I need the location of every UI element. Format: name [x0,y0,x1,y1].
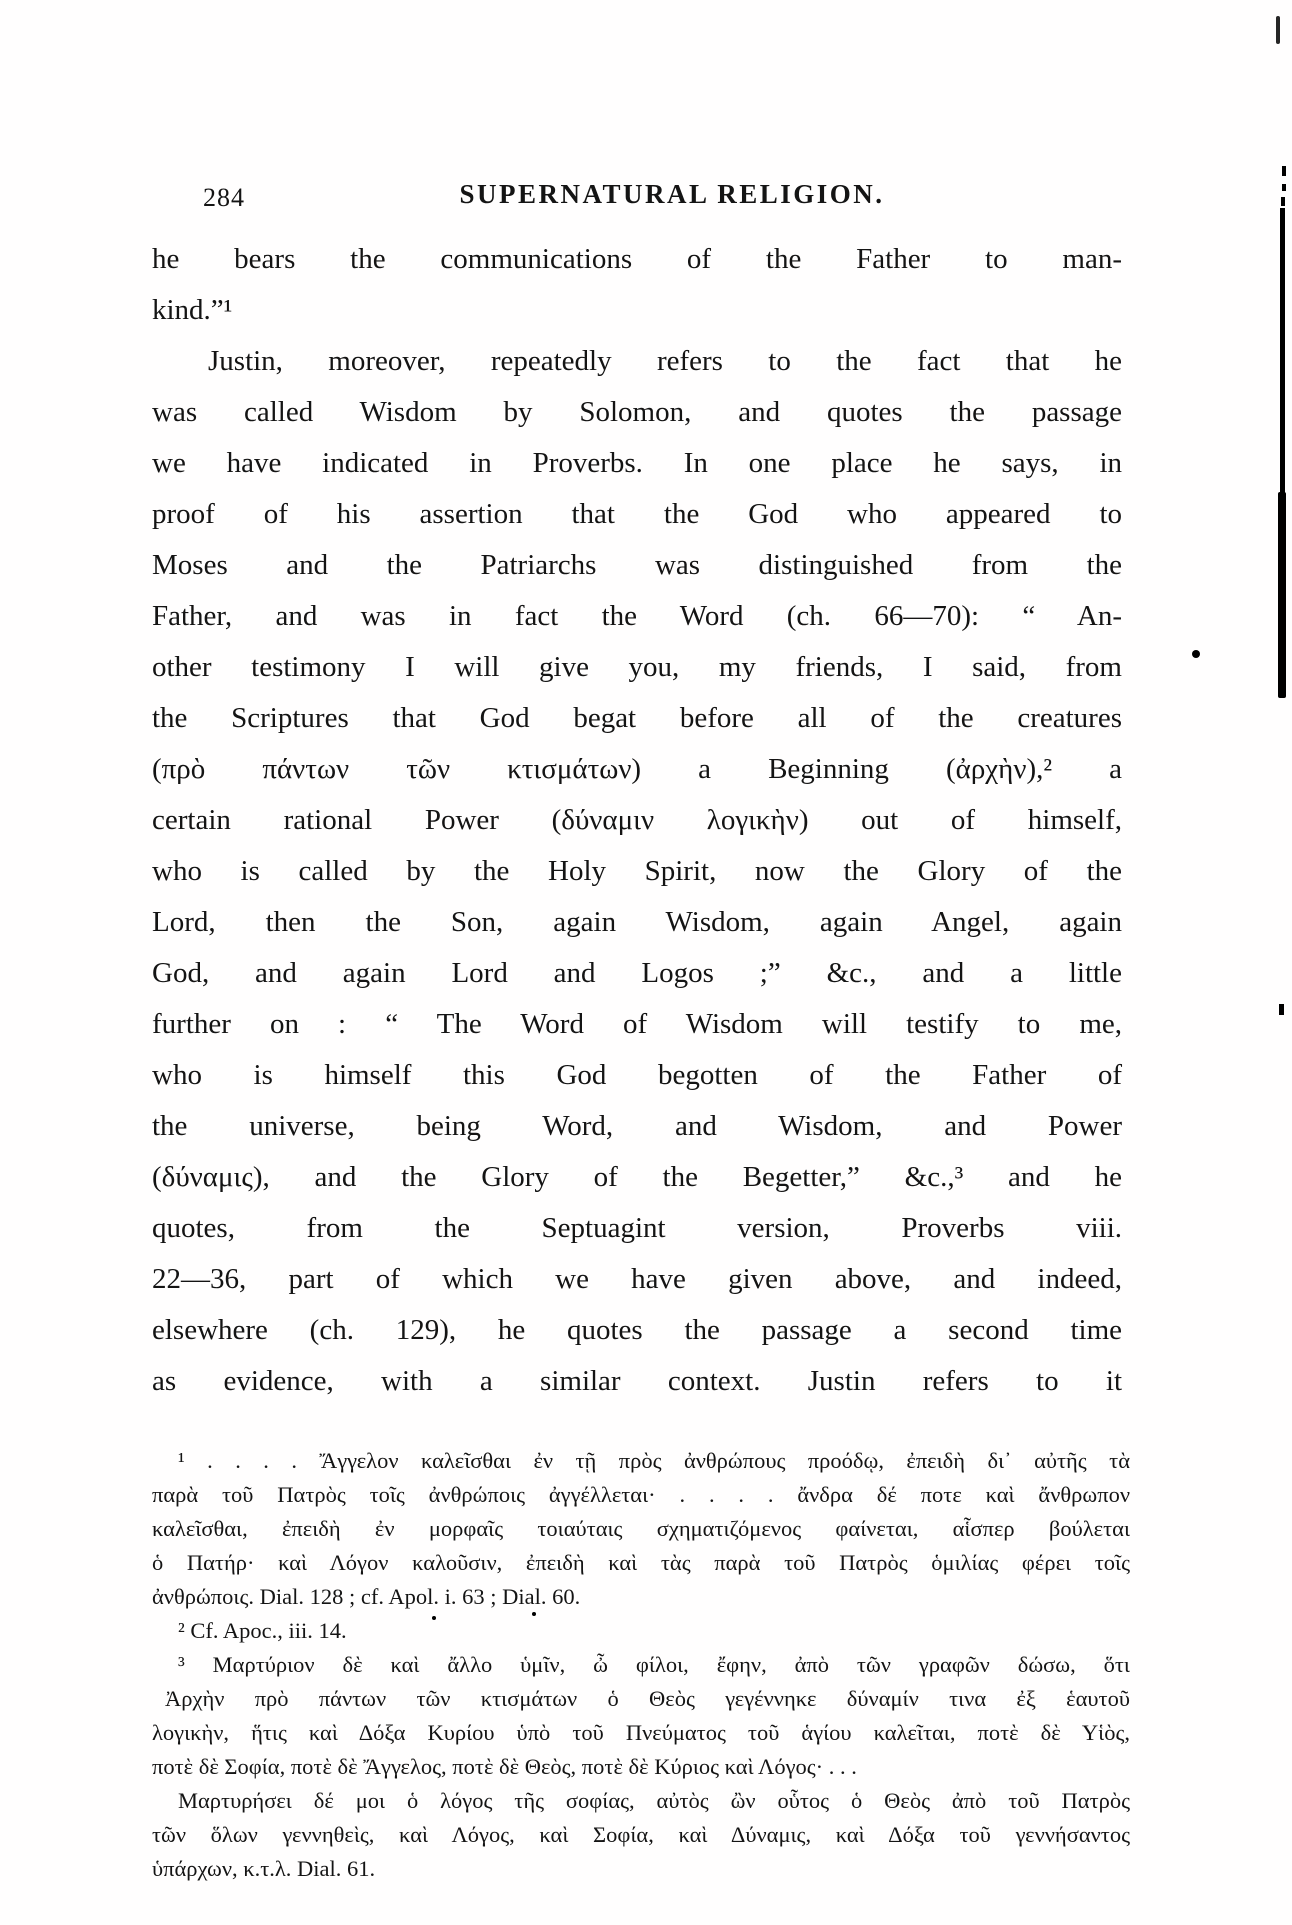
body-line: quotes, from the Septuagint version, Proverbs viii. [152,1212,1122,1244]
footnote-line: Μαρτυρήσει δέ μοι ὁ λόγος τῆς σοφίας, αὐτὸς ὢν οὗτος ὁ Θεὸς ἀπὸ τοῦ Πατρὸς [178,1788,1130,1813]
footnote-line: καλεῖσθαι, ἐπειδὴ ἐν μορφαῖς τοιαύταις σχηματιζόμενος φαίνεται, αἷσπερ βούλεται [152,1516,1130,1541]
body-line: (δύναμις), and the Glory of the Begetter,” &c.,³ and he [152,1161,1122,1193]
footnote-line: ὁ Πατήρ· καὶ Λόγον καλοῦσιν, ἐπειδὴ καὶ τὰς παρὰ τοῦ Πατρὸς ὁμιλίας φέρει τοῖς [152,1550,1130,1575]
scan-artifact-top-tick [1276,16,1280,44]
footnote-line: ² Cf. Apoc., iii. 14. [178,1618,347,1643]
scan-artifact-speck [532,1612,536,1616]
footnote-line: ἀνθρώποις. Dial. 128 ; cf. Apol. i. 63 ; Dial. 60. [152,1584,581,1609]
body-line: the Scriptures that God begat before all of the creatures [152,702,1122,734]
footnote-line: παρὰ τοῦ Πατρὸς τοῖς ἀνθρώποις ἀγγέλλεται· . . . . ἄνδρα δέ ποτε καὶ ἄνθρωπον [152,1482,1130,1507]
body-text [152,234,1122,1407]
footnote-line: τῶν ὅλων γεννηθεὶς, καὶ Λόγος, καὶ Σοφία, καὶ Δύναμις, καὶ Δόξα τοῦ γεννήσαντος [152,1822,1130,1847]
scan-artifact-edge-tick [1279,1004,1284,1015]
scan-artifact-edge-bar [1278,492,1286,698]
body-line: Justin, moreover, repeatedly refers to the fact that he [208,345,1122,377]
body-line: the universe, being Word, and Wisdom, and Power [152,1110,1122,1142]
body-line: kind.”¹ [152,294,233,326]
body-line: (πρὸ πάντων τῶν κτισμάτων) a Beginning (ἀρχὴν),² a [152,753,1122,785]
body-line: who is called by the Holy Spirit, now the Glory of the [152,855,1122,887]
body-line: proof of his assertion that the God who appeared to [152,498,1122,530]
body-line: as evidence, with a similar context. Justin refers to it [152,1365,1122,1397]
body-line: Lord, then the Son, again Wisdom, again Angel, again [152,906,1122,938]
body-line: Moses and the Patriarchs was distinguished from the [152,549,1122,581]
body-line: he bears the communications of the Father to man- [152,243,1122,275]
running-title: SUPERNATURAL RELIGION. [459,179,885,209]
scan-artifact-edge-dash [1282,166,1286,176]
footnote-line: ¹ . . . . Ἄγγελον καλεῖσθαι ἐν τῇ πρὸς ἀνθρώπους προόδῳ, ἐπειδὴ δι᾽ αὐτῆς τὰ [178,1448,1130,1473]
scan-artifact-dot [1192,650,1200,658]
body-line: God, and again Lord and Logos ;” &c., and a little [152,957,1122,989]
body-line: elsewhere (ch. 129), he quotes the passage a second time [152,1314,1122,1346]
body-line: further on : “ The Word of Wisdom will testify to me, [152,1008,1122,1040]
scan-artifact-edge-dash [1282,184,1286,191]
footnote-line: Ἀρχὴν πρὸ πάντων τῶν κτισμάτων ὁ Θεὸς γεγέννηκε δύναμίν τινα ἐξ ἑαυτοῦ [165,1686,1130,1711]
footnote-line: ³ Μαρτύριον δὲ καὶ ἄλλο ὑμῖν, ὦ φίλοι, ἔφην, ἀπὸ τῶν γραφῶν δώσω, ὅτι [178,1652,1130,1677]
page-number: 284 [203,183,245,212]
body-line: we have indicated in Proverbs. In one place he says, in [152,447,1122,479]
footnote-line: ὑπάρχων, κ.τ.λ. Dial. 61. [152,1856,376,1881]
scan-artifact-edge-bar [1280,208,1285,498]
body-line: other testimony I will give you, my friends, I said, from [152,651,1122,683]
body-line: was called Wisdom by Solomon, and quotes the passage [152,396,1122,428]
footnote-line: λογικὴν, ἥτις καὶ Δόξα Κυρίου ὑπὸ τοῦ Πνεύματος τοῦ ἁγίου καλεῖται, ποτὲ δὲ Υἱὸς, [152,1720,1130,1745]
scan-artifact-edge-dash [1281,197,1285,206]
footnotes [152,1444,1130,1886]
body-line: who is himself this God begotten of the Father of [152,1059,1122,1091]
scan-artifact-speck [432,1616,436,1620]
body-line: certain rational Power (δύναμιν λογικὴν) out of himself, [152,804,1122,836]
footnote-line: ποτὲ δὲ Σοφία, ποτὲ δὲ Ἄγγελος, ποτὲ δὲ Θεὸς, ποτὲ δὲ Κύριος καὶ Λόγος· . . . [152,1754,857,1779]
body-line: 22—36, part of which we have given above, and indeed, [152,1263,1122,1295]
body-line: Father, and was in fact the Word (ch. 66—70): “ An- [152,600,1122,632]
